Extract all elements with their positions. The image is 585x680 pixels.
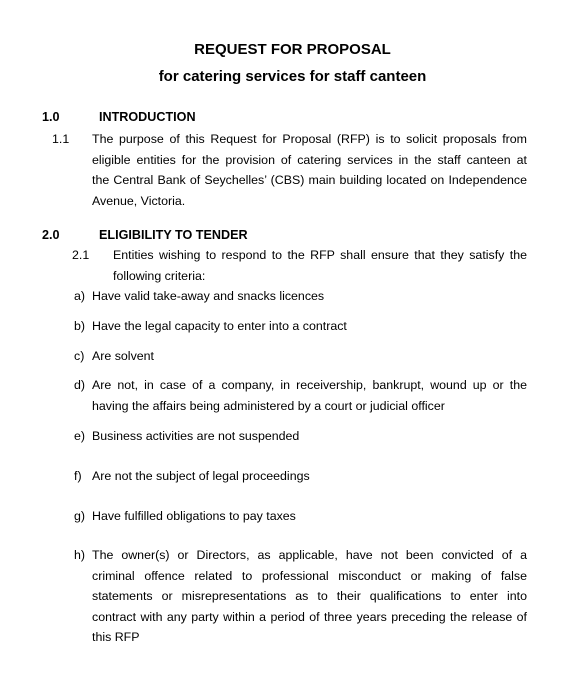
paragraph-line: Entities wishing to respond to the RFP shall ensure that they satisfy the	[113, 248, 527, 262]
list-item-line: criminal offence related to professional misconduct or making of false	[92, 568, 527, 583]
list-item-line: The owner(s) or Directors, as applicable, have not been convicted of a	[92, 548, 527, 562]
paragraph-text	[92, 129, 527, 211]
paragraph-line: eligible entities for the provision of catering services in the staff canteen at	[92, 152, 527, 167]
list-item-line: this RFP	[92, 630, 140, 644]
document-title: REQUEST FOR PROPOSAL	[194, 41, 391, 58]
list-item-line: having the affairs being administered by a court or judicial officer	[92, 398, 445, 413]
list-item-marker: h)	[74, 548, 86, 562]
paragraph-number: 2.1	[72, 248, 90, 262]
list-item-marker: g)	[74, 509, 86, 523]
list-item-text: Are solvent	[92, 349, 154, 363]
paragraph-line: following criteria:	[113, 268, 206, 283]
list-item-marker: d)	[74, 378, 86, 392]
list-item-text: Are not the subject of legal proceedings	[92, 469, 310, 483]
section-heading: INTRODUCTION	[99, 110, 196, 124]
list-item-text: Have the legal capacity to enter into a contract	[92, 319, 347, 333]
paragraph-line: The purpose of this Request for Proposal (RFP) is to solicit proposals from	[92, 132, 527, 146]
list-item-line: Are not, in case of a company, in receivership, bankrupt, wound up or the	[92, 378, 527, 392]
list-item-text: Business activities are not suspended	[92, 429, 300, 443]
paragraph-line: the Central Bank of Seychelles’ (CBS) main building located on Independence	[92, 173, 527, 187]
list-item-marker: e)	[74, 429, 86, 443]
list-item-text	[92, 545, 527, 648]
section-number: 2.0	[42, 228, 60, 242]
list-item-line: statements or misrepresentations as to their qualifications to enter into	[92, 589, 527, 603]
list-item-marker: f)	[74, 469, 82, 483]
section-number: 1.0	[42, 110, 60, 124]
list-item-marker: c)	[74, 349, 85, 363]
list-item-line: contract with any party within a period of three years preceding the release of	[92, 609, 527, 624]
list-item-text	[92, 375, 527, 416]
document-subtitle: for catering services for staff canteen	[158, 68, 427, 85]
list-item-text: Have fulfilled obligations to pay taxes	[92, 509, 296, 523]
section-heading: ELIGIBILITY TO TENDER	[99, 228, 248, 242]
paragraph-number: 1.1	[52, 132, 70, 146]
list-item-marker: b)	[74, 319, 86, 333]
paragraph-line: Avenue, Victoria.	[92, 193, 186, 208]
list-item-text: Have valid take-away and snacks licences	[92, 289, 325, 303]
paragraph-text	[113, 245, 527, 286]
list-item-marker: a)	[74, 289, 86, 303]
